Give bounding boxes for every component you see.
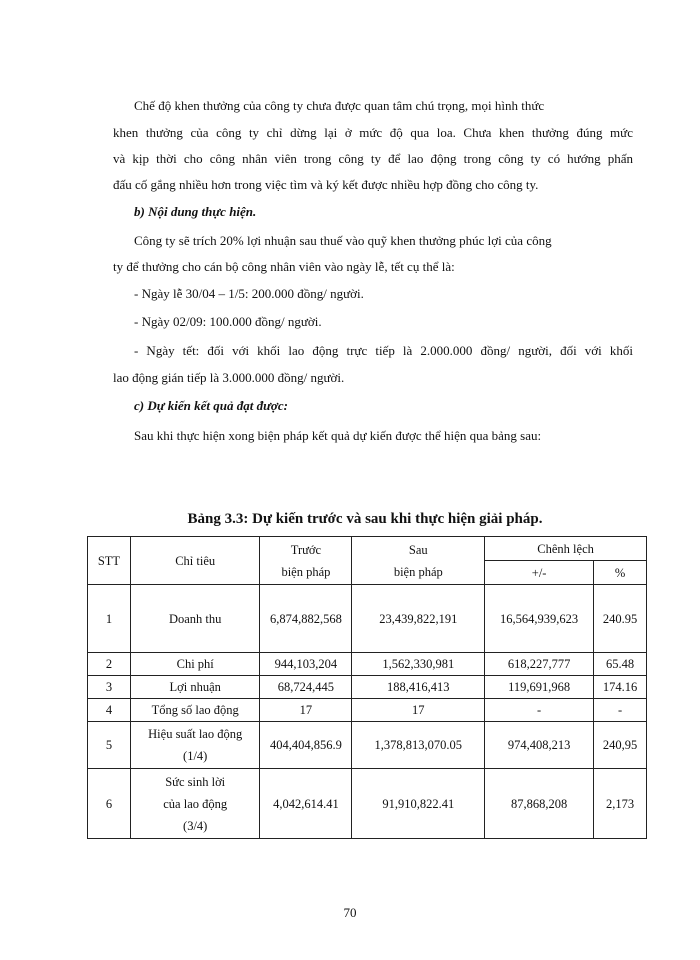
header-diff-abs: +/- [485, 561, 594, 585]
cell-indicator: Chi phí [130, 653, 260, 676]
cell-pct: 174.16 [594, 676, 647, 699]
intro-line-4: đấu cố gắng nhiều hơn trong việc tìm và ký kết được nhiều hợp đồng cho công ty. [113, 177, 539, 192]
table-caption: Bảng 3.3: Dự kiến trước và sau khi thực hiện giải pháp. [187, 511, 543, 527]
intro-line-2: khen thưởng của công ty chỉ dừng lại ở mức độ qua loa. Chưa khen thưởng đúng mức [113, 125, 633, 140]
table-row [88, 722, 647, 769]
cell-diff: 119,691,968 [485, 676, 594, 699]
cell-after: 1,562,330,981 [352, 653, 485, 676]
cell-diff: 16,564,939,623 [485, 585, 594, 653]
cell-before: 944,103,204 [260, 653, 352, 676]
cell-indicator-line-1: Sức sinh lời [165, 774, 226, 789]
content-line-5: - Ngày tết: đối với khối lao động trực tiếp là 2.000.000 đồng/ người, đối với khối [134, 343, 633, 358]
cell-stt: 3 [88, 676, 131, 699]
intro-line-3: và kịp thời cho công nhân viên trong công ty để lao động trong công ty có hướng phấn [113, 151, 633, 166]
cell-diff: 618,227,777 [485, 653, 594, 676]
cell-stt: 6 [88, 769, 131, 839]
header-before [260, 537, 352, 585]
intro-line-1: Chế độ khen thưởng của công ty chưa được quan tâm chú trọng, mọi hình thức [134, 98, 545, 113]
header-diff-pct: % [594, 561, 647, 585]
table-row [88, 653, 647, 676]
cell-pct: 240,95 [594, 722, 647, 769]
cell-indicator: Tổng số lao động [130, 699, 260, 722]
cell-after: 1,378,813,070.05 [352, 722, 485, 769]
result-intro: Sau khi thực hiện xong biện pháp kết quả dự kiến được thể hiện qua bảng sau: [134, 428, 542, 443]
results-table [87, 536, 647, 839]
content-line-3: - Ngày lễ 30/04 – 1/5: 200.000 đồng/ người. [134, 286, 364, 301]
cell-before: 4,042,614.41 [260, 769, 352, 839]
cell-diff: - [485, 699, 594, 722]
table-row [88, 699, 647, 722]
header-after [352, 537, 485, 585]
cell-indicator-line-2: của lao động [163, 796, 228, 811]
header-before-line-1: Trước [290, 542, 322, 557]
cell-stt: 4 [88, 699, 131, 722]
cell-diff: 974,408,213 [485, 722, 594, 769]
cell-pct: - [594, 699, 647, 722]
cell-before: 68,724,445 [260, 676, 352, 699]
content-line-6: lao động gián tiếp là 3.000.000 đồng/ người. [113, 370, 345, 385]
header-stt: STT [88, 537, 131, 585]
header-indicator: Chỉ tiêu [130, 537, 260, 585]
table-row [88, 585, 647, 653]
section-b-heading: b) Nội dung thực hiện. [134, 204, 257, 219]
cell-after: 91,910,822.41 [352, 769, 485, 839]
cell-before: 404,404,856.9 [260, 722, 352, 769]
cell-indicator-line-1: Hiệu suất lao động [148, 727, 243, 741]
cell-pct: 65.48 [594, 653, 647, 676]
section-c-heading: c) Dự kiến kết quả đạt được: [134, 398, 288, 413]
table-header-row [88, 537, 647, 561]
table-row [88, 769, 647, 839]
page-number: 70 [343, 905, 357, 920]
table-row [88, 676, 647, 699]
cell-indicator-line-2: (1/4) [183, 749, 208, 763]
cell-after: 23,439,822,191 [352, 585, 485, 653]
cell-before: 17 [260, 699, 352, 722]
content-line-1: Công ty sẽ trích 20% lợi nhuận sau thuế vào quỹ khen thưởng phúc lợi của công [134, 233, 552, 248]
cell-stt: 2 [88, 653, 131, 676]
header-before-line-2: biện pháp [281, 564, 331, 579]
cell-diff: 87,868,208 [485, 769, 594, 839]
cell-indicator: Lợi nhuận [130, 676, 260, 699]
cell-indicator [130, 769, 260, 839]
cell-before: 6,874,882,568 [260, 585, 352, 653]
cell-stt: 1 [88, 585, 131, 653]
cell-pct: 2,173 [594, 769, 647, 839]
header-after-line-2: biện pháp [393, 564, 443, 579]
header-diff: Chênh lệch [485, 537, 647, 561]
cell-after: 17 [352, 699, 485, 722]
content-line-4: - Ngày 02/09: 100.000 đồng/ người. [134, 314, 322, 329]
cell-indicator: Doanh thu [130, 585, 260, 653]
cell-after: 188,416,413 [352, 676, 485, 699]
cell-indicator-line-3: (3/4) [183, 818, 208, 833]
content-line-2: ty để thưởng cho cán bộ công nhân viên vào ngày lễ, tết cụ thể là: [113, 259, 455, 274]
cell-pct: 240.95 [594, 585, 647, 653]
header-after-line-1: Sau [408, 542, 428, 557]
cell-indicator [130, 722, 260, 769]
cell-stt: 5 [88, 722, 131, 769]
